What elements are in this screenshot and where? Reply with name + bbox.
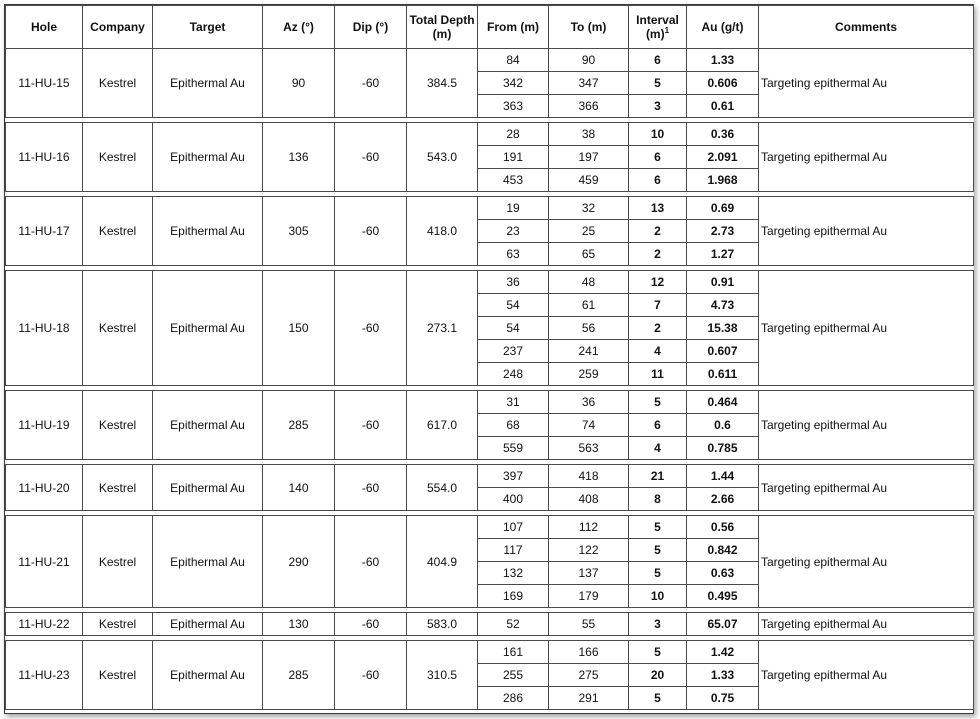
cell-to: 65	[549, 243, 629, 266]
header-az: Az (°)	[263, 6, 335, 49]
cell-target: Epithermal Au	[153, 197, 263, 266]
table-body	[6, 49, 974, 710]
cell-from: 31	[478, 391, 549, 414]
cell-au: 1.33	[687, 49, 759, 72]
cell-interval: 8	[629, 488, 687, 511]
cell-to: 179	[549, 585, 629, 608]
cell-to: 137	[549, 562, 629, 585]
header-interval-label: Interval (m)	[636, 13, 679, 41]
cell-interval: 5	[629, 72, 687, 95]
cell-az: 305	[263, 197, 335, 266]
header-dip: Dip (°)	[335, 6, 407, 49]
cell-az: 150	[263, 271, 335, 386]
header-hole: Hole	[6, 6, 83, 49]
cell-interval: 2	[629, 317, 687, 340]
cell-hole: 11-HU-22	[6, 613, 83, 636]
header-total-depth: Total Depth (m)	[407, 6, 478, 49]
header-to: To (m)	[549, 6, 629, 49]
cell-au: 0.611	[687, 363, 759, 386]
cell-interval: 5	[629, 562, 687, 585]
cell-to: 418	[549, 465, 629, 488]
table-row	[6, 49, 974, 72]
cell-hole: 11-HU-16	[6, 123, 83, 192]
cell-au: 2.66	[687, 488, 759, 511]
cell-interval: 3	[629, 613, 687, 636]
cell-from: 117	[478, 539, 549, 562]
cell-au: 0.842	[687, 539, 759, 562]
cell-total-depth: 273.1	[407, 271, 478, 386]
cell-from: 248	[478, 363, 549, 386]
cell-from: 84	[478, 49, 549, 72]
header-interval	[629, 6, 687, 49]
cell-dip: -60	[335, 197, 407, 266]
cell-comments: Targeting epithermal Au	[759, 641, 974, 710]
cell-au: 65.07	[687, 613, 759, 636]
cell-az: 90	[263, 49, 335, 118]
cell-comments: Targeting epithermal Au	[759, 613, 974, 636]
cell-interval: 6	[629, 169, 687, 192]
table-row	[6, 123, 974, 146]
cell-target: Epithermal Au	[153, 613, 263, 636]
cell-target: Epithermal Au	[153, 391, 263, 460]
cell-dip: -60	[335, 641, 407, 710]
cell-total-depth: 617.0	[407, 391, 478, 460]
table-row	[6, 516, 974, 539]
cell-interval: 2	[629, 220, 687, 243]
cell-target: Epithermal Au	[153, 641, 263, 710]
cell-comments: Targeting epithermal Au	[759, 516, 974, 608]
cell-interval: 3	[629, 95, 687, 118]
cell-au: 1.33	[687, 664, 759, 687]
cell-au: 0.61	[687, 95, 759, 118]
cell-az: 140	[263, 465, 335, 511]
cell-hole: 11-HU-19	[6, 391, 83, 460]
cell-from: 23	[478, 220, 549, 243]
cell-hole: 11-HU-23	[6, 641, 83, 710]
cell-au: 0.63	[687, 562, 759, 585]
cell-interval: 2	[629, 243, 687, 266]
cell-comments: Targeting epithermal Au	[759, 271, 974, 386]
cell-company: Kestrel	[83, 641, 153, 710]
cell-hole: 11-HU-20	[6, 465, 83, 511]
cell-hole: 11-HU-17	[6, 197, 83, 266]
cell-interval: 4	[629, 340, 687, 363]
cell-comments: Targeting epithermal Au	[759, 123, 974, 192]
cell-target: Epithermal Au	[153, 49, 263, 118]
cell-from: 255	[478, 664, 549, 687]
cell-dip: -60	[335, 516, 407, 608]
cell-to: 56	[549, 317, 629, 340]
cell-au: 0.464	[687, 391, 759, 414]
cell-from: 54	[478, 294, 549, 317]
cell-total-depth: 404.9	[407, 516, 478, 608]
header-target: Target	[153, 6, 263, 49]
cell-comments: Targeting epithermal Au	[759, 465, 974, 511]
cell-company: Kestrel	[83, 197, 153, 266]
cell-total-depth: 384.5	[407, 49, 478, 118]
cell-from: 400	[478, 488, 549, 511]
cell-interval: 5	[629, 516, 687, 539]
cell-from: 237	[478, 340, 549, 363]
cell-au: 2.73	[687, 220, 759, 243]
cell-dip: -60	[335, 391, 407, 460]
cell-company: Kestrel	[83, 465, 153, 511]
drill-results-sheet	[4, 4, 974, 714]
cell-total-depth: 543.0	[407, 123, 478, 192]
cell-from: 169	[478, 585, 549, 608]
header-company: Company	[83, 6, 153, 49]
table-row	[6, 391, 974, 414]
table-row	[6, 641, 974, 664]
cell-to: 122	[549, 539, 629, 562]
cell-to: 259	[549, 363, 629, 386]
cell-au: 0.56	[687, 516, 759, 539]
cell-interval: 5	[629, 641, 687, 664]
cell-from: 132	[478, 562, 549, 585]
cell-interval: 10	[629, 585, 687, 608]
cell-total-depth: 583.0	[407, 613, 478, 636]
cell-to: 74	[549, 414, 629, 437]
cell-az: 285	[263, 641, 335, 710]
cell-hole: 11-HU-21	[6, 516, 83, 608]
cell-au: 0.607	[687, 340, 759, 363]
cell-from: 363	[478, 95, 549, 118]
cell-to: 347	[549, 72, 629, 95]
cell-dip: -60	[335, 123, 407, 192]
cell-to: 32	[549, 197, 629, 220]
cell-interval: 7	[629, 294, 687, 317]
cell-interval: 10	[629, 123, 687, 146]
cell-target: Epithermal Au	[153, 516, 263, 608]
cell-to: 166	[549, 641, 629, 664]
cell-from: 19	[478, 197, 549, 220]
cell-au: 0.606	[687, 72, 759, 95]
cell-comments: Targeting epithermal Au	[759, 391, 974, 460]
cell-au: 1.44	[687, 465, 759, 488]
table-row	[6, 197, 974, 220]
cell-from: 191	[478, 146, 549, 169]
header-au: Au (g/t)	[687, 6, 759, 49]
cell-to: 55	[549, 613, 629, 636]
drill-results-table	[5, 5, 974, 710]
cell-interval: 6	[629, 49, 687, 72]
cell-interval: 5	[629, 391, 687, 414]
header-row	[6, 6, 974, 49]
cell-au: 1.27	[687, 243, 759, 266]
cell-au: 0.36	[687, 123, 759, 146]
header-interval-footnote: 1	[664, 26, 670, 35]
cell-total-depth: 310.5	[407, 641, 478, 710]
cell-interval: 6	[629, 146, 687, 169]
cell-target: Epithermal Au	[153, 271, 263, 386]
cell-au: 1.968	[687, 169, 759, 192]
cell-au: 0.495	[687, 585, 759, 608]
cell-interval: 6	[629, 414, 687, 437]
cell-interval: 5	[629, 687, 687, 710]
cell-from: 68	[478, 414, 549, 437]
cell-total-depth: 418.0	[407, 197, 478, 266]
cell-to: 61	[549, 294, 629, 317]
cell-hole: 11-HU-15	[6, 49, 83, 118]
cell-from: 397	[478, 465, 549, 488]
cell-au: 0.785	[687, 437, 759, 460]
cell-au: 0.91	[687, 271, 759, 294]
cell-from: 286	[478, 687, 549, 710]
header-comments: Comments	[759, 6, 974, 49]
cell-au: 0.6	[687, 414, 759, 437]
cell-company: Kestrel	[83, 123, 153, 192]
cell-interval: 5	[629, 539, 687, 562]
cell-from: 453	[478, 169, 549, 192]
cell-au: 2.091	[687, 146, 759, 169]
cell-az: 130	[263, 613, 335, 636]
cell-au: 0.75	[687, 687, 759, 710]
cell-interval: 21	[629, 465, 687, 488]
cell-interval: 13	[629, 197, 687, 220]
cell-interval: 11	[629, 363, 687, 386]
cell-from: 161	[478, 641, 549, 664]
cell-dip: -60	[335, 49, 407, 118]
cell-au: 4.73	[687, 294, 759, 317]
cell-az: 136	[263, 123, 335, 192]
cell-interval: 4	[629, 437, 687, 460]
cell-to: 291	[549, 687, 629, 710]
cell-to: 48	[549, 271, 629, 294]
cell-company: Kestrel	[83, 391, 153, 460]
cell-dip: -60	[335, 465, 407, 511]
cell-company: Kestrel	[83, 271, 153, 386]
header-from: From (m)	[478, 6, 549, 49]
cell-comments: Targeting epithermal Au	[759, 49, 974, 118]
cell-to: 112	[549, 516, 629, 539]
cell-to: 459	[549, 169, 629, 192]
cell-target: Epithermal Au	[153, 123, 263, 192]
cell-au: 15.38	[687, 317, 759, 340]
cell-to: 241	[549, 340, 629, 363]
cell-from: 63	[478, 243, 549, 266]
cell-company: Kestrel	[83, 613, 153, 636]
cell-interval: 12	[629, 271, 687, 294]
cell-to: 90	[549, 49, 629, 72]
cell-au: 1.42	[687, 641, 759, 664]
cell-hole: 11-HU-18	[6, 271, 83, 386]
table-row	[6, 271, 974, 294]
cell-to: 366	[549, 95, 629, 118]
table-row	[6, 465, 974, 488]
cell-dip: -60	[335, 613, 407, 636]
cell-from: 107	[478, 516, 549, 539]
cell-to: 36	[549, 391, 629, 414]
cell-to: 25	[549, 220, 629, 243]
cell-from: 52	[478, 613, 549, 636]
cell-company: Kestrel	[83, 49, 153, 118]
cell-au: 0.69	[687, 197, 759, 220]
cell-from: 54	[478, 317, 549, 340]
cell-from: 28	[478, 123, 549, 146]
cell-to: 275	[549, 664, 629, 687]
cell-dip: -60	[335, 271, 407, 386]
cell-to: 38	[549, 123, 629, 146]
cell-comments: Targeting epithermal Au	[759, 197, 974, 266]
cell-from: 342	[478, 72, 549, 95]
table-row	[6, 613, 974, 636]
cell-az: 290	[263, 516, 335, 608]
cell-interval: 20	[629, 664, 687, 687]
cell-to: 197	[549, 146, 629, 169]
cell-az: 285	[263, 391, 335, 460]
cell-total-depth: 554.0	[407, 465, 478, 511]
cell-company: Kestrel	[83, 516, 153, 608]
cell-to: 563	[549, 437, 629, 460]
cell-to: 408	[549, 488, 629, 511]
cell-from: 36	[478, 271, 549, 294]
cell-target: Epithermal Au	[153, 465, 263, 511]
cell-from: 559	[478, 437, 549, 460]
